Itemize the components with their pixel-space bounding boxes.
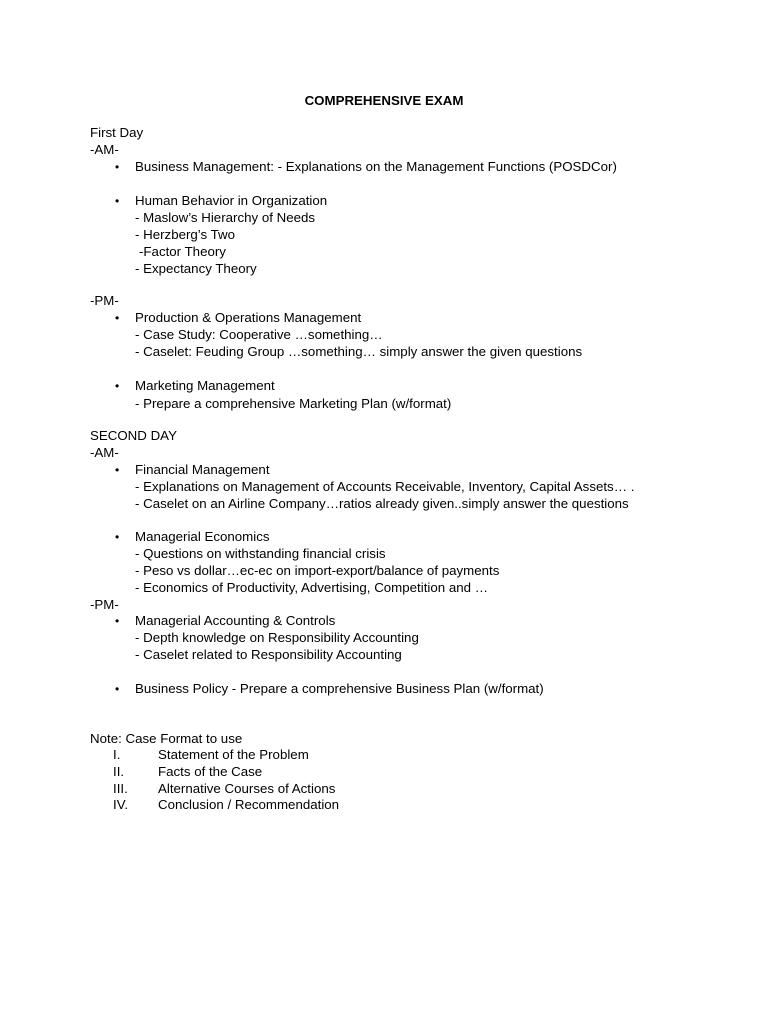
bullet-icon: • bbox=[115, 463, 120, 477]
list-subitem: - Herzberg’s Two bbox=[135, 227, 236, 242]
list-subitem: - Explanations on Management of Accounts Receivable, Inventory, Capital Assets… . bbox=[135, 479, 635, 494]
note-heading: Note: Case Format to use bbox=[90, 731, 243, 746]
list-item-text: Production & Operations Management bbox=[135, 310, 362, 325]
bullet-icon: • bbox=[115, 311, 120, 325]
note-item-text: Conclusion / Recommendation bbox=[158, 797, 340, 812]
list-subitem: - Expectancy Theory bbox=[135, 261, 257, 276]
bullet-icon: • bbox=[115, 682, 120, 696]
list-subitem: - Caselet: Feuding Group …something… simply answer the given questions bbox=[135, 344, 583, 359]
list-subitem: - Caselet related to Responsibility Accounting bbox=[135, 647, 402, 662]
bullet-icon: • bbox=[115, 379, 120, 393]
first-day-am-label: -AM- bbox=[90, 142, 119, 157]
list-subitem: - Peso vs dollar…ec-ec on import-export/balance of payments bbox=[135, 563, 500, 578]
list-subitem: - Economics of Productivity, Advertising, Competition and … bbox=[135, 580, 489, 595]
second-day-pm-label: -PM- bbox=[90, 597, 119, 612]
second-day-am-label: -AM- bbox=[90, 445, 119, 460]
numeral-label: IV. bbox=[113, 797, 129, 812]
list-subitem: - Depth knowledge on Responsibility Accounting bbox=[135, 630, 419, 645]
list-item-text: Marketing Management bbox=[135, 378, 275, 393]
list-item-text: Managerial Accounting & Controls bbox=[135, 613, 336, 628]
list-subitem: -Factor Theory bbox=[139, 244, 226, 259]
list-item-text: Business Management: - Explanations on the Management Functions (POSDCor) bbox=[135, 159, 617, 174]
bullet-icon: • bbox=[115, 160, 120, 174]
numeral-label: I. bbox=[113, 747, 121, 762]
list-subitem: - Case Study: Cooperative …something… bbox=[135, 327, 383, 342]
numeral-label: III. bbox=[113, 781, 128, 796]
list-item-text: Business Policy - Prepare a comprehensive Business Plan (w/format) bbox=[135, 681, 544, 696]
list-subitem: - Prepare a comprehensive Marketing Plan (w/format) bbox=[135, 396, 452, 411]
bullet-icon: • bbox=[115, 194, 120, 208]
list-subitem: - Maslow’s Hierarchy of Needs bbox=[135, 210, 316, 225]
first-day-heading: First Day bbox=[90, 125, 144, 140]
list-subitem: - Caselet on an Airline Company…ratios already given..simply answer the questions bbox=[135, 496, 629, 511]
bullet-icon: • bbox=[115, 614, 120, 628]
list-item-text: Managerial Economics bbox=[135, 529, 270, 544]
note-item-text: Facts of the Case bbox=[158, 764, 263, 779]
second-day-heading: SECOND DAY bbox=[90, 428, 177, 443]
note-item-text: Alternative Courses of Actions bbox=[158, 781, 336, 796]
bullet-icon: • bbox=[115, 530, 120, 544]
list-item-text: Human Behavior in Organization bbox=[135, 193, 328, 208]
list-subitem: - Questions on withstanding financial crisis bbox=[135, 546, 386, 561]
numeral-label: II. bbox=[113, 764, 125, 779]
first-day-pm-label: -PM- bbox=[90, 293, 119, 308]
page-title: COMPREHENSIVE EXAM bbox=[304, 93, 464, 108]
note-item-text: Statement of the Problem bbox=[158, 747, 309, 762]
list-item-text: Financial Management bbox=[135, 462, 270, 477]
